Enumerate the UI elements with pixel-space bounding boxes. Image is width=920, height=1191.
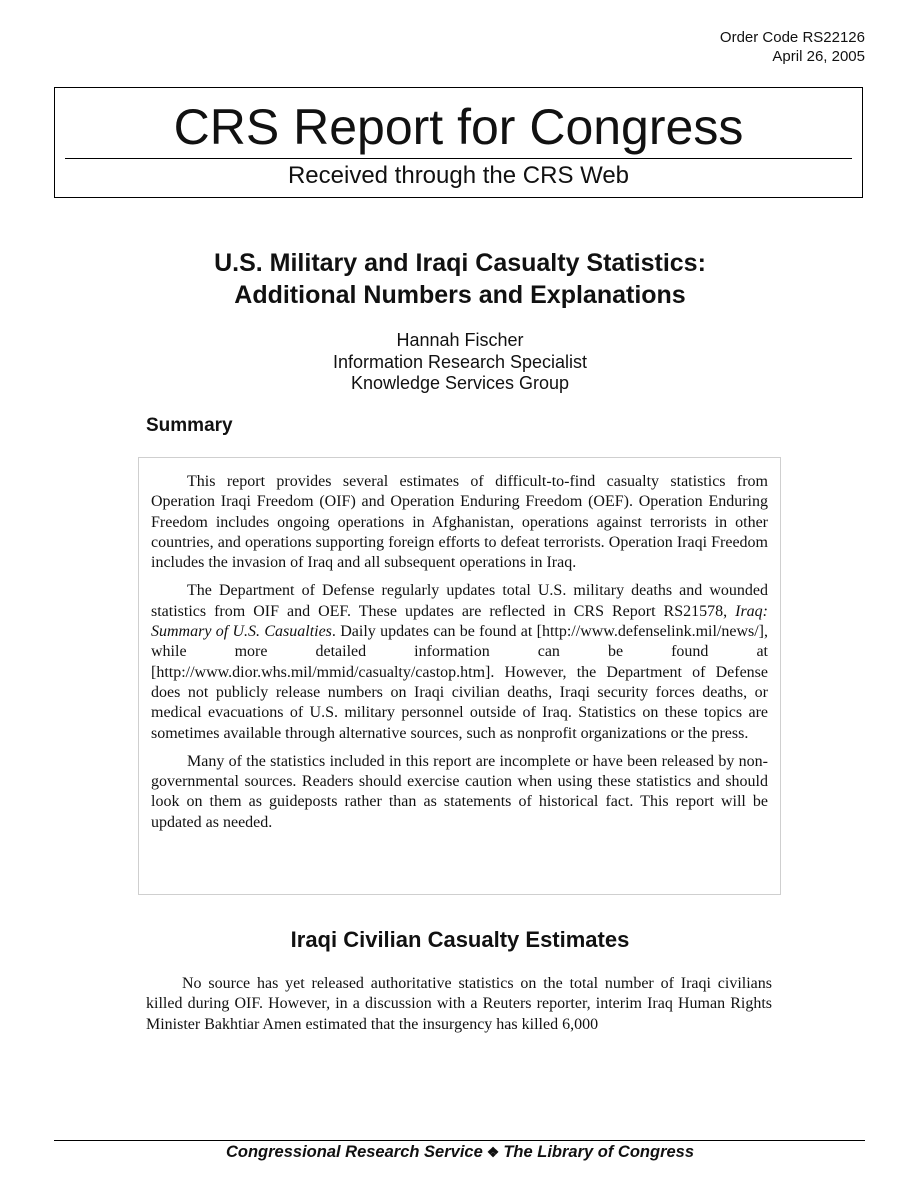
summary-heading: Summary — [146, 415, 233, 436]
summary-p2-text-b: . Daily updates can be found at [http://www.defenselink.mil/news/], while more detailed information can be found at [http://www.dior.whs.mil/mmid/casualty/castop.htm]. However, the Department of Defense does not publicly release numbers on Iraqi civilian deaths, Iraqi security forces deaths, or medical evacuations of U.S. military personnel outside of Iraq. Statistics on these topics are sometimes available through alternative sources, such as nonprofit organizations or the press. — [151, 623, 769, 742]
section-paragraph-1: No source has yet released authoritative statistics on the total number of Iraqi civilians killed during OIF. However, in a discussion with a Reuters reporter, interim Iraq Human Rights Minister Bakhtiar Amen estimated that the insurgency has killed 6,000 — [146, 975, 772, 1033]
author-group: Knowledge Services Group — [350, 373, 570, 393]
summary-p2-text-a: The Department of Defense regularly updates total U.S. military deaths and wounded statistics from OIF and OEF. These updates are reflected in CRS Report RS21578, — [151, 582, 768, 620]
banner-divider — [65, 158, 852, 159]
section-body — [146, 974, 772, 1035]
banner-subtitle: Received through the CRS Web — [287, 162, 630, 189]
footer-library: The Library of Congress — [503, 1143, 695, 1161]
footer-divider — [54, 1140, 865, 1141]
banner-title: CRS Report for Congress — [173, 99, 744, 155]
author-block — [0, 330, 920, 395]
summary-paragraph-1: This report provides several estimates of difficult-to-find casualty statistics from Operation Iraqi Freedom (OIF) and Operation Enduring Freedom (OEF). Operation Enduring Freedom includes ongoing operations in Afghanistan, operations against terrorists in other countries, and operations supporting foreign efforts to defeat terrorists. Operation Iraqi Freedom includes the invasion of Iraq and all subsequent operations in Iraq. — [151, 473, 768, 572]
footer — [0, 1143, 920, 1162]
report-date: April 26, 2005 — [772, 48, 865, 65]
summary-paragraph-2 — [151, 581, 768, 743]
order-code: Order Code RS22126 — [719, 29, 865, 46]
report-title — [0, 247, 920, 311]
summary-box — [138, 457, 781, 895]
section-heading: Iraqi Civilian Casualty Estimates — [290, 927, 630, 952]
crs-banner — [54, 87, 863, 198]
report-title-line-2: Additional Numbers and Explanations — [234, 281, 686, 309]
report-title-line-1: U.S. Military and Iraqi Casualty Statistics: — [214, 249, 706, 277]
author-name: Hannah Fischer — [396, 330, 524, 350]
footer-publisher: Congressional Research Service — [225, 1143, 483, 1161]
summary-paragraph-3: Many of the statistics included in this report are incomplete or have been released by non-governmental sources. Readers should exercise caution when using these statistics and should look on them as guideposts rather than as statements of historical fact. This report will be updated as needed. — [151, 752, 768, 831]
footer-separator-icon: ❖ — [486, 1144, 500, 1160]
order-code-block — [720, 28, 865, 66]
report-reference-title: Iraq: Summary of U.S. Casualties — [151, 602, 768, 641]
author-role: Information Research Specialist — [332, 351, 588, 372]
